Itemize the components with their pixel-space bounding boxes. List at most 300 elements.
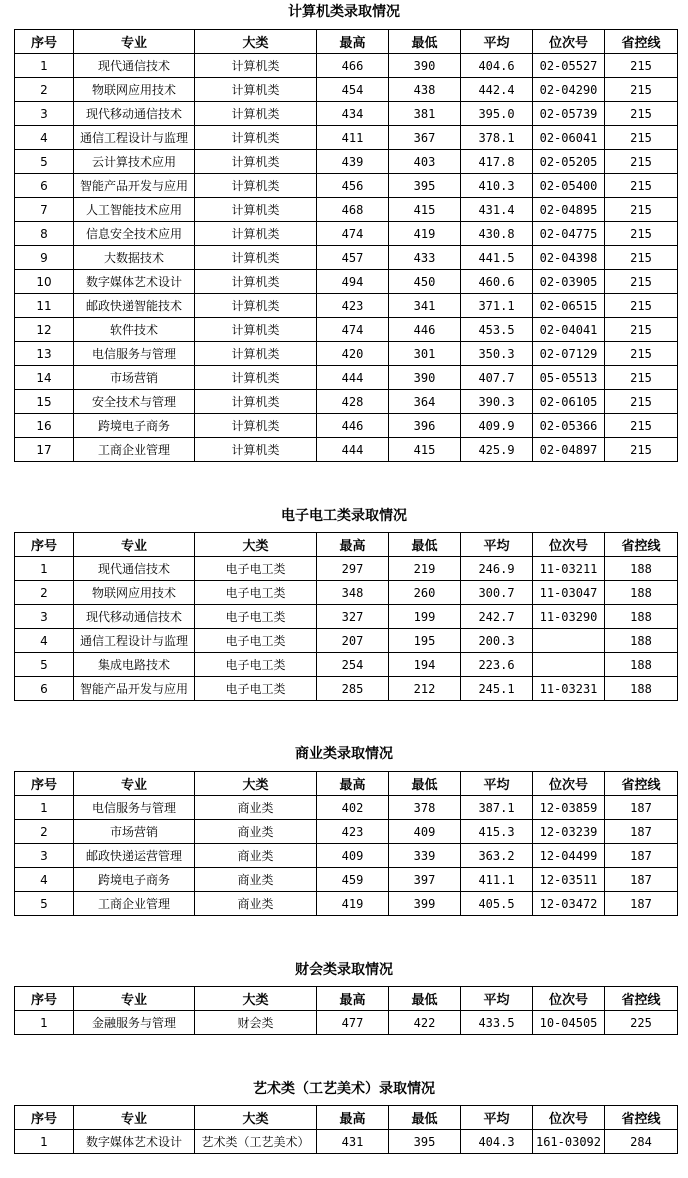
header-col-min: 最低 — [389, 987, 461, 1011]
col-avg: 223.6 — [461, 653, 533, 677]
header-col-major: 专业 — [74, 987, 195, 1011]
col-max: 466 — [317, 54, 389, 78]
col-avg: 441.5 — [461, 246, 533, 270]
col-major: 工商企业管理 — [74, 892, 195, 916]
col-rank: 02-06515 — [533, 294, 605, 318]
table-row — [15, 438, 678, 462]
col-avg: 363.2 — [461, 844, 533, 868]
col-max: 444 — [317, 438, 389, 462]
col-category: 艺术类（工艺美术） — [195, 1130, 317, 1154]
col-index: 5 — [15, 653, 74, 677]
col-rank: 02-06105 — [533, 390, 605, 414]
col-max: 348 — [317, 581, 389, 605]
header-col-rank: 位次号 — [533, 987, 605, 1011]
col-rank: 12-03239 — [533, 820, 605, 844]
col-avg: 405.5 — [461, 892, 533, 916]
section-title: 艺术类（工艺美术）录取情况 — [253, 1081, 435, 1097]
col-min: 219 — [389, 557, 461, 581]
col-control-line: 187 — [605, 796, 678, 820]
col-index: 4 — [15, 868, 74, 892]
col-min: 195 — [389, 629, 461, 653]
col-index: 4 — [15, 126, 74, 150]
header-col-major: 专业 — [74, 30, 195, 54]
col-index: 2 — [15, 78, 74, 102]
col-control-line: 188 — [605, 605, 678, 629]
col-max: 477 — [317, 1011, 389, 1035]
col-major: 信息安全技术应用 — [74, 222, 195, 246]
col-control-line: 215 — [605, 222, 678, 246]
col-category: 计算机类 — [195, 78, 317, 102]
col-min: 390 — [389, 366, 461, 390]
header-col-index: 序号 — [15, 987, 74, 1011]
col-major: 大数据技术 — [74, 246, 195, 270]
col-min: 433 — [389, 246, 461, 270]
table-row — [15, 270, 678, 294]
col-category: 计算机类 — [195, 126, 317, 150]
col-min: 409 — [389, 820, 461, 844]
col-control-line: 215 — [605, 342, 678, 366]
col-control-line: 215 — [605, 150, 678, 174]
table-row — [15, 1011, 678, 1035]
col-min: 390 — [389, 54, 461, 78]
col-min: 194 — [389, 653, 461, 677]
col-avg: 460.6 — [461, 270, 533, 294]
table-row — [15, 820, 678, 844]
col-min: 378 — [389, 796, 461, 820]
header-col-category: 大类 — [195, 533, 317, 557]
table-row — [15, 629, 678, 653]
table-row — [15, 342, 678, 366]
admission-table — [14, 29, 678, 462]
header-col-max: 最高 — [317, 533, 389, 557]
col-rank: 12-03472 — [533, 892, 605, 916]
header-col-max: 最高 — [317, 772, 389, 796]
col-rank: 12-03511 — [533, 868, 605, 892]
col-control-line: 188 — [605, 653, 678, 677]
col-max: 474 — [317, 318, 389, 342]
col-max: 297 — [317, 557, 389, 581]
col-max: 327 — [317, 605, 389, 629]
col-index: 3 — [15, 844, 74, 868]
col-rank: 02-04775 — [533, 222, 605, 246]
col-max: 423 — [317, 294, 389, 318]
col-category: 计算机类 — [195, 414, 317, 438]
admission-table — [14, 1105, 678, 1154]
col-major: 云计算技术应用 — [74, 150, 195, 174]
col-rank: 02-05205 — [533, 150, 605, 174]
col-avg: 404.6 — [461, 54, 533, 78]
col-control-line: 215 — [605, 174, 678, 198]
col-category: 计算机类 — [195, 246, 317, 270]
table-row — [15, 892, 678, 916]
col-min: 446 — [389, 318, 461, 342]
table-row — [15, 102, 678, 126]
col-avg: 200.3 — [461, 629, 533, 653]
col-control-line: 215 — [605, 438, 678, 462]
col-control-line: 225 — [605, 1011, 678, 1035]
col-max: 494 — [317, 270, 389, 294]
admission-table — [14, 986, 678, 1035]
header-col-control-line: 省控线 — [605, 772, 678, 796]
col-rank: 10-04505 — [533, 1011, 605, 1035]
table-header-row — [15, 533, 678, 557]
col-avg: 431.4 — [461, 198, 533, 222]
col-control-line: 215 — [605, 102, 678, 126]
col-control-line: 215 — [605, 318, 678, 342]
col-rank: 02-03905 — [533, 270, 605, 294]
col-rank: 12-04499 — [533, 844, 605, 868]
header-col-max: 最高 — [317, 987, 389, 1011]
header-col-rank: 位次号 — [533, 533, 605, 557]
col-major: 数字媒体艺术设计 — [74, 1130, 195, 1154]
col-category: 商业类 — [195, 892, 317, 916]
col-major: 通信工程设计与监理 — [74, 126, 195, 150]
col-category: 计算机类 — [195, 438, 317, 462]
header-col-rank: 位次号 — [533, 30, 605, 54]
col-min: 199 — [389, 605, 461, 629]
table-row — [15, 605, 678, 629]
col-min: 419 — [389, 222, 461, 246]
col-min: 450 — [389, 270, 461, 294]
col-category: 计算机类 — [195, 366, 317, 390]
col-rank: 12-03859 — [533, 796, 605, 820]
header-col-avg: 平均 — [461, 987, 533, 1011]
header-col-control-line: 省控线 — [605, 30, 678, 54]
col-max: 423 — [317, 820, 389, 844]
header-col-control-line: 省控线 — [605, 533, 678, 557]
col-min: 438 — [389, 78, 461, 102]
col-max: 420 — [317, 342, 389, 366]
col-min: 399 — [389, 892, 461, 916]
col-category: 计算机类 — [195, 390, 317, 414]
header-col-control-line: 省控线 — [605, 1106, 678, 1130]
col-avg: 300.7 — [461, 581, 533, 605]
header-col-category: 大类 — [195, 30, 317, 54]
col-control-line: 188 — [605, 557, 678, 581]
col-max: 254 — [317, 653, 389, 677]
col-min: 341 — [389, 294, 461, 318]
table-row — [15, 126, 678, 150]
col-index: 12 — [15, 318, 74, 342]
col-avg: 245.1 — [461, 677, 533, 701]
col-control-line: 215 — [605, 390, 678, 414]
col-rank: 02-04041 — [533, 318, 605, 342]
table-row — [15, 653, 678, 677]
table-row — [15, 677, 678, 701]
col-major: 市场营销 — [74, 820, 195, 844]
col-max: 431 — [317, 1130, 389, 1154]
col-major: 现代移动通信技术 — [74, 605, 195, 629]
col-avg: 417.8 — [461, 150, 533, 174]
col-control-line: 187 — [605, 892, 678, 916]
col-control-line: 188 — [605, 677, 678, 701]
col-category: 商业类 — [195, 868, 317, 892]
col-category: 电子电工类 — [195, 653, 317, 677]
col-max: 434 — [317, 102, 389, 126]
col-rank: 02-05400 — [533, 174, 605, 198]
col-major: 金融服务与管理 — [74, 1011, 195, 1035]
col-min: 367 — [389, 126, 461, 150]
col-control-line: 215 — [605, 78, 678, 102]
col-min: 403 — [389, 150, 461, 174]
col-category: 商业类 — [195, 844, 317, 868]
col-index: 16 — [15, 414, 74, 438]
header-col-category: 大类 — [195, 1106, 317, 1130]
col-index: 6 — [15, 677, 74, 701]
col-min: 396 — [389, 414, 461, 438]
col-category: 计算机类 — [195, 270, 317, 294]
col-index: 1 — [15, 796, 74, 820]
col-control-line: 215 — [605, 294, 678, 318]
col-index: 2 — [15, 820, 74, 844]
col-rank: 05-05513 — [533, 366, 605, 390]
col-rank — [533, 629, 605, 653]
table-row — [15, 150, 678, 174]
col-min: 395 — [389, 174, 461, 198]
col-index: 7 — [15, 198, 74, 222]
table-row — [15, 318, 678, 342]
header-col-min: 最低 — [389, 30, 461, 54]
col-control-line: 215 — [605, 126, 678, 150]
col-index: 2 — [15, 581, 74, 605]
table-row — [15, 78, 678, 102]
col-category: 电子电工类 — [195, 629, 317, 653]
col-major: 现代通信技术 — [74, 54, 195, 78]
col-rank: 11-03231 — [533, 677, 605, 701]
col-min: 339 — [389, 844, 461, 868]
col-control-line: 215 — [605, 198, 678, 222]
col-major: 安全技术与管理 — [74, 390, 195, 414]
col-rank: 02-06041 — [533, 126, 605, 150]
col-major: 现代移动通信技术 — [74, 102, 195, 126]
col-max: 207 — [317, 629, 389, 653]
col-max: 428 — [317, 390, 389, 414]
col-control-line: 215 — [605, 54, 678, 78]
col-category: 计算机类 — [195, 342, 317, 366]
col-max: 439 — [317, 150, 389, 174]
col-index: 17 — [15, 438, 74, 462]
col-avg: 409.9 — [461, 414, 533, 438]
col-max: 459 — [317, 868, 389, 892]
header-col-min: 最低 — [389, 772, 461, 796]
col-category: 财会类 — [195, 1011, 317, 1035]
header-col-rank: 位次号 — [533, 1106, 605, 1130]
col-avg: 390.3 — [461, 390, 533, 414]
table-row — [15, 246, 678, 270]
col-control-line: 215 — [605, 246, 678, 270]
col-major: 跨境电子商务 — [74, 414, 195, 438]
col-avg: 407.7 — [461, 366, 533, 390]
col-min: 415 — [389, 198, 461, 222]
col-control-line: 284 — [605, 1130, 678, 1154]
table-header-row — [15, 1106, 678, 1130]
col-max: 409 — [317, 844, 389, 868]
col-category: 电子电工类 — [195, 605, 317, 629]
col-avg: 395.0 — [461, 102, 533, 126]
col-major: 物联网应用技术 — [74, 581, 195, 605]
col-rank: 11-03211 — [533, 557, 605, 581]
col-major: 邮政快递运营管理 — [74, 844, 195, 868]
table-row — [15, 844, 678, 868]
col-major: 集成电路技术 — [74, 653, 195, 677]
col-index: 3 — [15, 102, 74, 126]
col-avg: 430.8 — [461, 222, 533, 246]
col-major: 市场营销 — [74, 366, 195, 390]
col-max: 454 — [317, 78, 389, 102]
col-avg: 410.3 — [461, 174, 533, 198]
col-category: 计算机类 — [195, 318, 317, 342]
header-col-min: 最低 — [389, 533, 461, 557]
col-max: 468 — [317, 198, 389, 222]
col-index: 5 — [15, 892, 74, 916]
col-rank: 02-05527 — [533, 54, 605, 78]
col-index: 11 — [15, 294, 74, 318]
col-avg: 442.4 — [461, 78, 533, 102]
col-rank: 11-03047 — [533, 581, 605, 605]
col-index: 4 — [15, 629, 74, 653]
col-max: 411 — [317, 126, 389, 150]
col-index: 5 — [15, 150, 74, 174]
col-major: 邮政快递智能技术 — [74, 294, 195, 318]
col-index: 6 — [15, 174, 74, 198]
header-col-max: 最高 — [317, 1106, 389, 1130]
header-col-major: 专业 — [74, 533, 195, 557]
col-max: 402 — [317, 796, 389, 820]
table-row — [15, 198, 678, 222]
header-col-major: 专业 — [74, 1106, 195, 1130]
table-row — [15, 557, 678, 581]
header-col-rank: 位次号 — [533, 772, 605, 796]
col-rank: 02-05366 — [533, 414, 605, 438]
col-avg: 433.5 — [461, 1011, 533, 1035]
col-category: 电子电工类 — [195, 581, 317, 605]
col-rank: 02-04398 — [533, 246, 605, 270]
col-index: 1 — [15, 54, 74, 78]
col-avg: 242.7 — [461, 605, 533, 629]
col-index: 13 — [15, 342, 74, 366]
col-avg: 378.1 — [461, 126, 533, 150]
header-col-index: 序号 — [15, 30, 74, 54]
col-max: 474 — [317, 222, 389, 246]
col-index: 1 — [15, 1011, 74, 1035]
table-row — [15, 414, 678, 438]
col-major: 智能产品开发与应用 — [74, 677, 195, 701]
col-avg: 404.3 — [461, 1130, 533, 1154]
header-col-avg: 平均 — [461, 30, 533, 54]
header-col-avg: 平均 — [461, 533, 533, 557]
col-min: 260 — [389, 581, 461, 605]
col-major: 现代通信技术 — [74, 557, 195, 581]
col-min: 301 — [389, 342, 461, 366]
col-control-line: 188 — [605, 629, 678, 653]
table-row — [15, 868, 678, 892]
col-major: 软件技术 — [74, 318, 195, 342]
col-category: 计算机类 — [195, 198, 317, 222]
header-col-index: 序号 — [15, 1106, 74, 1130]
col-rank: 02-04897 — [533, 438, 605, 462]
col-control-line: 187 — [605, 844, 678, 868]
col-major: 工商企业管理 — [74, 438, 195, 462]
col-index: 8 — [15, 222, 74, 246]
header-col-avg: 平均 — [461, 772, 533, 796]
col-category: 电子电工类 — [195, 677, 317, 701]
col-major: 跨境电子商务 — [74, 868, 195, 892]
admission-table — [14, 532, 678, 701]
header-col-control-line: 省控线 — [605, 987, 678, 1011]
header-col-max: 最高 — [317, 30, 389, 54]
col-category: 电子电工类 — [195, 557, 317, 581]
col-min: 395 — [389, 1130, 461, 1154]
col-avg: 246.9 — [461, 557, 533, 581]
col-avg: 415.3 — [461, 820, 533, 844]
col-rank: 161-03092 — [533, 1130, 605, 1154]
col-category: 商业类 — [195, 820, 317, 844]
col-major: 电信服务与管理 — [74, 342, 195, 366]
col-rank: 02-07129 — [533, 342, 605, 366]
col-control-line: 215 — [605, 270, 678, 294]
col-index: 1 — [15, 557, 74, 581]
col-rank — [533, 653, 605, 677]
col-category: 计算机类 — [195, 222, 317, 246]
admission-table — [14, 771, 678, 916]
col-avg: 350.3 — [461, 342, 533, 366]
col-max: 285 — [317, 677, 389, 701]
col-rank: 02-05739 — [533, 102, 605, 126]
table-row — [15, 54, 678, 78]
header-col-index: 序号 — [15, 533, 74, 557]
col-min: 397 — [389, 868, 461, 892]
col-control-line: 215 — [605, 414, 678, 438]
col-min: 415 — [389, 438, 461, 462]
col-control-line: 187 — [605, 868, 678, 892]
col-avg: 411.1 — [461, 868, 533, 892]
col-min: 364 — [389, 390, 461, 414]
col-major: 电信服务与管理 — [74, 796, 195, 820]
table-row — [15, 294, 678, 318]
col-major: 通信工程设计与监理 — [74, 629, 195, 653]
col-major: 数字媒体艺术设计 — [74, 270, 195, 294]
table-row — [15, 796, 678, 820]
col-category: 计算机类 — [195, 54, 317, 78]
table-row — [15, 174, 678, 198]
col-rank: 02-04895 — [533, 198, 605, 222]
col-major: 智能产品开发与应用 — [74, 174, 195, 198]
table-row — [15, 222, 678, 246]
col-major: 物联网应用技术 — [74, 78, 195, 102]
table-row — [15, 1130, 678, 1154]
col-index: 15 — [15, 390, 74, 414]
header-col-index: 序号 — [15, 772, 74, 796]
col-control-line: 188 — [605, 581, 678, 605]
col-major: 人工智能技术应用 — [74, 198, 195, 222]
col-control-line: 187 — [605, 820, 678, 844]
col-min: 212 — [389, 677, 461, 701]
col-control-line: 215 — [605, 366, 678, 390]
col-min: 422 — [389, 1011, 461, 1035]
col-max: 456 — [317, 174, 389, 198]
col-min: 381 — [389, 102, 461, 126]
header-col-category: 大类 — [195, 987, 317, 1011]
col-avg: 453.5 — [461, 318, 533, 342]
table-header-row — [15, 772, 678, 796]
col-category: 计算机类 — [195, 102, 317, 126]
table-row — [15, 390, 678, 414]
section-title: 财会类录取情况 — [295, 962, 393, 978]
col-avg: 387.1 — [461, 796, 533, 820]
table-row — [15, 581, 678, 605]
table-header-row — [15, 987, 678, 1011]
header-col-avg: 平均 — [461, 1106, 533, 1130]
